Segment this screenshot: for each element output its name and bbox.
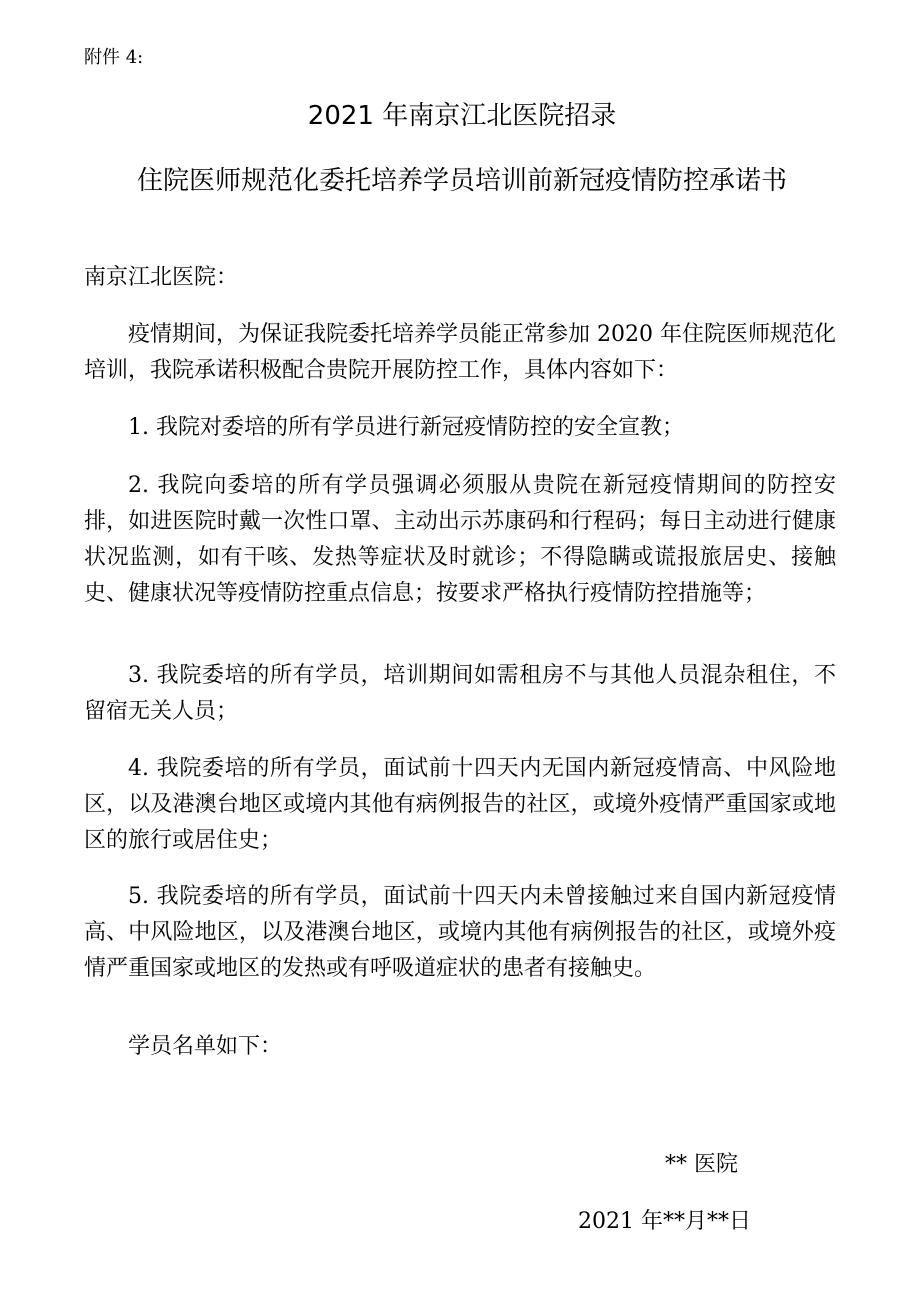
document-title-line-1: 2021 年南京江北医院招录 bbox=[307, 101, 617, 131]
commitment-item-1: 1. 我院对委培的所有学员进行新冠疫情防控的安全宣教； bbox=[128, 415, 684, 440]
commitment-item-5: 5. 我院委培的所有学员，面试前十四天内未曾接触过来自国内新冠疫情高、中风险地区，以及港澳台地区，或境内其他有病例报告的社区，或境外疫情严重国家或地区的发热或有呼吸道症状的患者有接触史。 bbox=[84, 884, 836, 981]
commitment-item-3: 3. 我院委培的所有学员，培训期间如需租房不与其他人员混杂租住，不留宿无关人员； bbox=[84, 663, 836, 724]
attachment-label: 附件 4: bbox=[84, 47, 144, 68]
commitment-item-2: 2. 我院向委培的所有学员强调必须服从贵院在新冠疫情期间的防控安排，如进医院时戴一次性口罩、主动出示苏康码和行程码；每日主动进行健康状况监测，如有干咳、发热等症状及时就诊；不得隐瞒或谎报旅居史、接触史、健康状况等疫情防控重点信息；按要求严格执行疫情防控措施等； bbox=[84, 473, 836, 606]
addressee: 南京江北医院： bbox=[84, 265, 239, 290]
intro-paragraph: 疫情期间，为保证我院委托培养学员能正常参加 2020 年住院医师规范化培训，我院承诺积极配合贵院开展防控工作，具体内容如下： bbox=[84, 322, 836, 383]
commitment-item-4: 4. 我院委培的所有学员，面试前十四天内无国内新冠疫情高、中风险地区，以及港澳台地区或境内其他有病例报告的社区，或境外疫情严重国家或地区的旅行或居住史； bbox=[84, 756, 836, 853]
signature-date: 2021 年**月**日 bbox=[578, 1209, 751, 1234]
signature-organization: ** 医院 bbox=[665, 1152, 738, 1177]
document-title-line-2: 住院医师规范化委托培养学员培训前新冠疫情防控承诺书 bbox=[136, 166, 787, 196]
student-list-label: 学员名单如下： bbox=[128, 1034, 283, 1059]
